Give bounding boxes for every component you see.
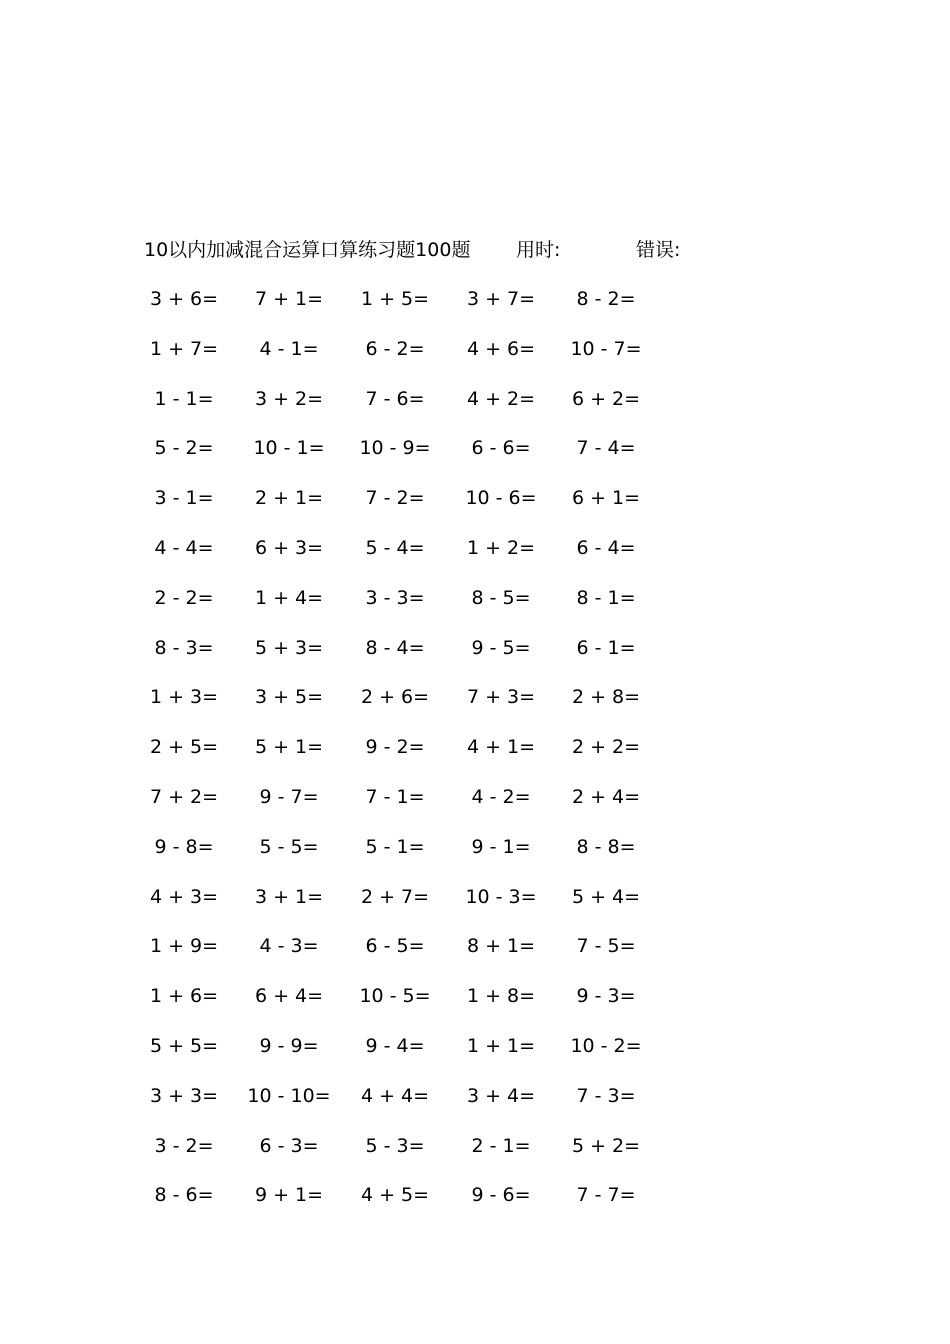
- problem-item: 4 - 2=: [471, 786, 531, 808]
- problem-item: 6 + 2=: [571, 387, 641, 410]
- problem-item: 9 - 6=: [471, 1184, 531, 1207]
- problem-item: 2 + 7=: [360, 885, 430, 908]
- problem-item: 9 - 5=: [471, 636, 531, 659]
- problem-item: 10 - 2=: [570, 1035, 642, 1057]
- problem-item: 2 - 2=: [154, 586, 214, 609]
- problem-item: 6 - 5=: [365, 935, 425, 958]
- problem-item: 2 + 6=: [360, 686, 430, 709]
- problem-item: 7 - 6=: [365, 387, 425, 410]
- problem-item: 8 - 1=: [576, 586, 636, 609]
- problem-item: 3 + 4=: [466, 1084, 536, 1107]
- problem-item: 2 + 5=: [149, 736, 219, 759]
- problem-item: 2 + 1=: [254, 487, 324, 510]
- problem-item: 9 - 7=: [259, 786, 319, 808]
- problem-item: 5 - 5=: [259, 835, 319, 858]
- problem-item: 3 + 2=: [254, 387, 324, 410]
- problem-item: 8 - 4=: [365, 636, 425, 659]
- problem-item: 8 - 2=: [576, 288, 636, 310]
- problem-item: 7 - 1=: [365, 786, 425, 808]
- problem-item: 5 + 5=: [149, 1035, 219, 1057]
- problem-item: 9 - 3=: [576, 985, 636, 1008]
- problem-item: 10 - 6=: [465, 487, 537, 510]
- problem-item: 5 + 1=: [254, 736, 324, 759]
- problem-item: 1 + 1=: [466, 1035, 536, 1057]
- problem-item: 6 + 3=: [254, 537, 324, 559]
- problem-item: 7 - 5=: [576, 935, 636, 958]
- problem-item: 4 - 3=: [259, 935, 319, 958]
- problem-item: 9 - 1=: [471, 835, 531, 858]
- problem-item: 7 + 3=: [466, 686, 536, 709]
- problem-item: 3 - 3=: [365, 586, 425, 609]
- time-used-label: 用时:: [516, 239, 561, 261]
- problem-item: 7 - 4=: [576, 437, 636, 460]
- errors-label: 错误:: [636, 239, 681, 261]
- problem-item: 9 - 8=: [154, 835, 214, 858]
- problem-item: 1 + 9=: [149, 935, 219, 958]
- problem-item: 9 - 4=: [365, 1035, 425, 1057]
- problem-item: 1 + 5=: [360, 288, 430, 310]
- problem-item: 4 + 5=: [360, 1184, 430, 1207]
- problem-item: 4 - 4=: [154, 537, 214, 559]
- problem-item: 2 + 8=: [571, 686, 641, 709]
- problem-item: 8 - 8=: [576, 835, 636, 858]
- problem-item: 4 + 3=: [149, 885, 219, 908]
- problem-item: 10 - 5=: [359, 985, 431, 1008]
- problem-item: 1 + 4=: [254, 586, 324, 609]
- problem-item: 5 - 2=: [154, 437, 214, 460]
- problem-item: 1 + 3=: [149, 686, 219, 709]
- problem-item: 8 - 5=: [471, 586, 531, 609]
- problem-item: 10 - 10=: [247, 1084, 331, 1107]
- problem-item: 1 + 2=: [466, 537, 536, 559]
- problem-item: 5 - 1=: [365, 835, 425, 858]
- problem-item: 7 - 3=: [576, 1084, 636, 1107]
- problem-item: 1 + 6=: [149, 985, 219, 1008]
- problem-item: 5 - 3=: [365, 1134, 425, 1157]
- problem-item: 5 + 4=: [571, 885, 641, 908]
- problem-item: 6 - 3=: [259, 1134, 319, 1157]
- problem-item: 6 + 1=: [571, 487, 641, 510]
- problem-item: 10 - 9=: [359, 437, 431, 460]
- problem-item: 7 - 7=: [576, 1184, 636, 1207]
- problem-item: 4 + 4=: [360, 1084, 430, 1107]
- problem-item: 4 - 1=: [259, 337, 319, 360]
- problem-item: 3 + 1=: [254, 885, 324, 908]
- problem-item: 3 - 2=: [154, 1134, 214, 1157]
- problem-item: 8 - 3=: [154, 636, 214, 659]
- problem-item: 9 + 1=: [254, 1184, 324, 1207]
- problem-item: 4 + 1=: [466, 736, 536, 759]
- problem-item: 5 + 3=: [254, 636, 324, 659]
- problem-item: 9 - 2=: [365, 736, 425, 759]
- problem-item: 6 + 4=: [254, 985, 324, 1008]
- problem-item: 10 - 1=: [253, 437, 325, 460]
- problem-item: 4 + 6=: [466, 337, 536, 360]
- problem-item: 3 + 5=: [254, 686, 324, 709]
- problem-item: 7 + 2=: [149, 786, 219, 808]
- problem-item: 7 - 2=: [365, 487, 425, 510]
- problem-item: 3 + 3=: [149, 1084, 219, 1107]
- problem-item: 1 + 7=: [149, 337, 219, 360]
- problem-item: 8 + 1=: [466, 935, 536, 958]
- problem-item: 4 + 2=: [466, 387, 536, 410]
- problem-item: 5 + 2=: [571, 1134, 641, 1157]
- worksheet-title: 10以内加减混合运算口算练习题100题: [144, 239, 471, 261]
- problem-item: 1 - 1=: [154, 387, 214, 410]
- problem-item: 3 + 6=: [149, 288, 219, 310]
- problem-item: 8 - 6=: [154, 1184, 214, 1207]
- problem-item: 1 + 8=: [466, 985, 536, 1008]
- problem-item: 7 + 1=: [254, 288, 324, 310]
- problem-item: 6 - 1=: [576, 636, 636, 659]
- problem-item: 2 + 4=: [571, 786, 641, 808]
- problem-item: 3 + 7=: [466, 288, 536, 310]
- problem-item: 9 - 9=: [259, 1035, 319, 1057]
- problem-item: 6 - 2=: [365, 337, 425, 360]
- problem-item: 5 - 4=: [365, 537, 425, 559]
- problem-item: 2 - 1=: [471, 1134, 531, 1157]
- problem-item: 6 - 4=: [576, 537, 636, 559]
- problem-item: 3 - 1=: [154, 487, 214, 510]
- problem-item: 10 - 7=: [570, 337, 642, 360]
- problem-item: 2 + 2=: [571, 736, 641, 759]
- problem-item: 6 - 6=: [471, 437, 531, 460]
- problem-item: 10 - 3=: [465, 885, 537, 908]
